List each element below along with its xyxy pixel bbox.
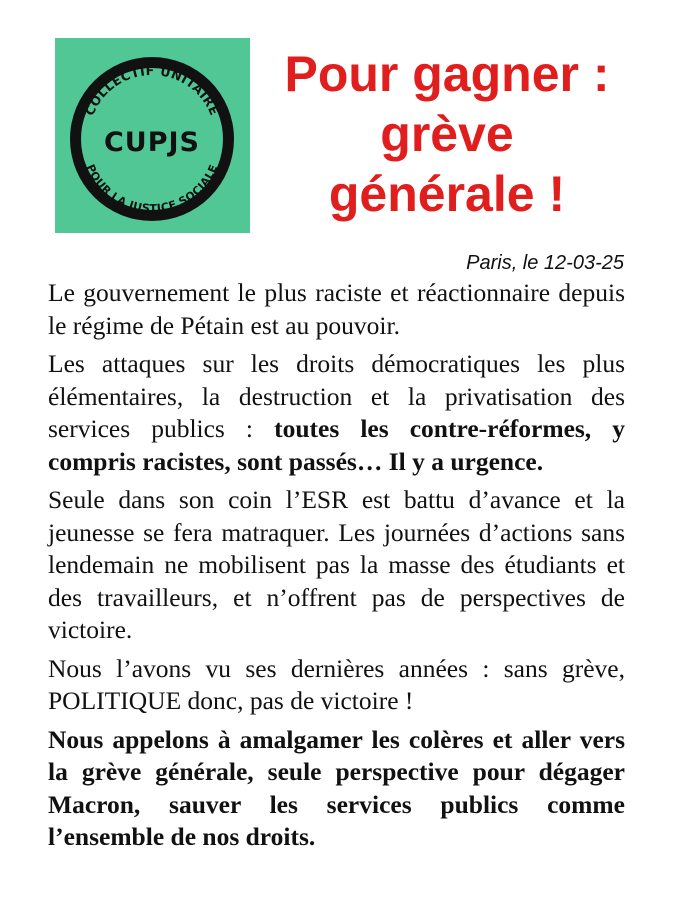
paragraph-2-plain: Les attaques sur les droits démocratiques les plus élémentaires, la destruction et la privatisation des services publics :: [48, 349, 625, 443]
paragraph-2-bold: toutes les contre-réformes, y compris racistes, sont passés… Il y a urgence.: [48, 414, 626, 476]
paragraph-2: [48, 348, 625, 478]
headline-line-3: générale !: [328, 166, 566, 222]
headline: [262, 44, 632, 224]
headline-line-2: grève: [380, 106, 514, 162]
dateline: Paris, le 12-03-25: [466, 252, 624, 274]
cupjs-logo: [55, 38, 250, 233]
logo-acronym: CUPJS: [103, 127, 201, 158]
headline-line-1: Pour gagner :: [284, 46, 610, 102]
paragraph-4: Nous l’avons vu ses dernières années : sans grève, POLITIQUE donc, pas de victoire !: [48, 653, 625, 715]
logo-arc-top-text: COLLECTIF UNITAIRE: [81, 62, 223, 118]
paragraph-5: [48, 724, 625, 854]
paragraph-3: Seule dans son coin l’ESR est battu d’avance et la jeunesse se fera matraquer. Les journées d’actions sans lendemain ne mobilisent pas la masse des étudiants et des travailleurs, et n’offrent pas de perspectives de victoire.: [48, 485, 625, 644]
body-text: [48, 277, 625, 860]
paragraph-1: Le gouvernement le plus raciste et réactionnaire depuis le régime de Pétain est au pouvoir.: [48, 278, 625, 340]
paragraph-5-bold: Nous appelons à amalgamer les colères et aller vers la grève générale, seule perspective pour dégager Macron, sauver les services publics comme l’ensemble de nos droits.: [48, 724, 625, 851]
logo-arc-bottom-text: POUR LA JUSTICE SOCIALE: [83, 162, 221, 216]
